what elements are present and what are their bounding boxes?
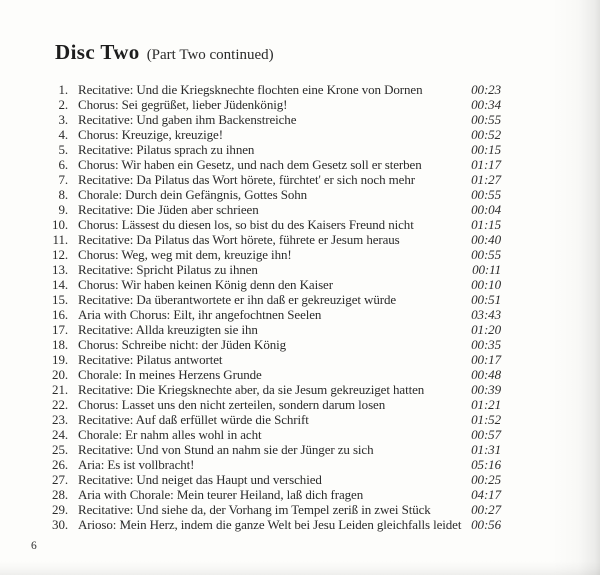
track-title: Arioso: Mein Herz, indem die ganze Welt bei Jesu Leiden gleichfalls leidet [78, 517, 462, 532]
track-duration: 00:23 [471, 82, 501, 97]
track-duration: 00:55 [471, 187, 501, 202]
track-row [0, 187, 600, 202]
track-number: 6. [58, 157, 68, 172]
track-duration: 05:16 [471, 457, 501, 472]
track-title: Chorus: Kreuzige, kreuzige! [78, 127, 223, 142]
track-row [0, 472, 600, 487]
track-title: Chorus: Lässest du diesen los, so bist du des Kaisers Freund nicht [78, 217, 414, 232]
track-duration: 01:21 [471, 397, 501, 412]
track-title: Chorale: Durch dein Gefängnis, Gottes Sohn [78, 187, 308, 202]
track-duration: 00:40 [471, 232, 501, 247]
track-row [0, 277, 600, 292]
track-title: Recitative: Da Pilatus das Wort hörete, führete er Jesum heraus [78, 232, 400, 247]
track-number: 8. [58, 187, 68, 202]
track-number: 18. [52, 337, 68, 352]
track-duration: 01:15 [471, 217, 501, 232]
track-duration: 00:10 [471, 277, 501, 292]
track-duration: 00:48 [471, 367, 501, 382]
track-duration: 00:55 [471, 247, 501, 262]
track-row [0, 397, 600, 412]
track-row [0, 337, 600, 352]
track-title: Chorale: Er nahm alles wohl in acht [78, 427, 262, 442]
track-number: 12. [52, 247, 68, 262]
track-duration: 00:35 [471, 337, 501, 352]
track-title: Recitative: Und von Stund an nahm sie der Jünger zu sich [78, 442, 374, 457]
track-title: Recitative: Die Jüden aber schrieen [78, 202, 259, 217]
track-title: Recitative: Allda kreuzigten sie ihn [78, 322, 258, 337]
page-header [55, 40, 274, 65]
page-edge-shadow-bottom [0, 561, 600, 575]
track-duration: 00:17 [471, 352, 501, 367]
track-number: 4. [58, 127, 68, 142]
track-row [0, 292, 600, 307]
track-duration: 01:31 [471, 442, 501, 457]
track-duration: 00:34 [471, 97, 501, 112]
track-duration: 03:43 [471, 307, 501, 322]
track-row [0, 487, 600, 502]
track-number: 27. [52, 472, 68, 487]
track-title: Recitative: Pilatus sprach zu ihnen [78, 142, 255, 157]
track-duration: 01:20 [471, 322, 501, 337]
track-number: 30. [52, 517, 68, 532]
track-number: 1. [58, 82, 68, 97]
track-title: Recitative: Spricht Pilatus zu ihnen [78, 262, 258, 277]
track-row [0, 97, 600, 112]
track-row [0, 352, 600, 367]
track-number: 13. [52, 262, 68, 277]
track-number: 28. [52, 487, 68, 502]
track-number: 9. [58, 202, 68, 217]
track-title: Aria with Chorale: Mein teurer Heiland, laß dich fragen [78, 487, 364, 502]
track-title: Chorus: Wir haben ein Gesetz, und nach dem Gesetz soll er sterben [78, 157, 422, 172]
track-duration: 00:27 [471, 502, 501, 517]
track-title: Recitative: Und die Kriegsknechte flochten eine Krone von Dornen [78, 82, 423, 97]
track-number: 5. [58, 142, 68, 157]
track-title: Recitative: Da Pilatus das Wort hörete, fürchtet' er sich noch mehr [78, 172, 415, 187]
track-title: Recitative: Da überantwortete er ihn daß er gekreuziget würde [78, 292, 397, 307]
track-number: 24. [52, 427, 68, 442]
track-number: 10. [52, 217, 68, 232]
track-title: Recitative: Die Kriegsknechte aber, da sie Jesum gekreuziget hatten [78, 382, 425, 397]
track-title: Aria with Chorus: Eilt, ihr angefochtnen Seelen [78, 307, 322, 322]
track-number: 11. [52, 232, 68, 247]
track-row [0, 382, 600, 397]
track-title: Recitative: Und siehe da, der Vorhang im Tempel zeriß in zwei Stück [78, 502, 431, 517]
track-row [0, 232, 600, 247]
track-row [0, 502, 600, 517]
track-title: Chorus: Lasset uns den nicht zerteilen, sondern darum losen [78, 397, 386, 412]
track-number: 23. [52, 412, 68, 427]
page-number: 6 [31, 540, 37, 552]
track-number: 3. [58, 112, 68, 127]
track-title: Recitative: Auf daß erfüllet würde die Schrift [78, 412, 309, 427]
track-row [0, 217, 600, 232]
track-title: Chorus: Wir haben keinen König denn den Kaiser [78, 277, 333, 292]
track-title: Chorus: Schreibe nicht: der Jüden König [78, 337, 287, 352]
track-title: Chorus: Weg, weg mit dem, kreuzige ihn! [78, 247, 292, 262]
track-number: 29. [52, 502, 68, 517]
track-duration: 00:25 [471, 472, 501, 487]
track-duration: 00:04 [471, 202, 501, 217]
track-title: Recitative: Und gaben ihm Backenstreiche [78, 112, 297, 127]
track-number: 17. [52, 322, 68, 337]
track-row [0, 412, 600, 427]
track-title: Chorale: In meines Herzens Grunde [78, 367, 262, 382]
track-row [0, 112, 600, 127]
track-number: 14. [52, 277, 68, 292]
track-duration: 00:39 [471, 382, 501, 397]
track-row [0, 172, 600, 187]
track-row [0, 127, 600, 142]
track-duration: 00:56 [471, 517, 501, 532]
track-row [0, 427, 600, 442]
track-duration: 00:57 [471, 427, 501, 442]
track-row [0, 82, 600, 97]
track-duration: 00:11 [472, 262, 501, 277]
track-number: 19. [52, 352, 68, 367]
track-title: Recitative: Und neiget das Haupt und verschied [78, 472, 322, 487]
track-duration: 00:15 [471, 142, 501, 157]
track-duration: 01:27 [471, 172, 501, 187]
track-row [0, 517, 600, 532]
track-row [0, 307, 600, 322]
track-list [0, 82, 600, 532]
track-number: 21. [52, 382, 68, 397]
track-duration: 00:51 [471, 292, 501, 307]
disc-title: Disc Two [55, 40, 140, 64]
track-title: Chorus: Sei gegrüßet, lieber Jüdenkönig! [78, 97, 288, 112]
track-number: 22. [52, 397, 68, 412]
track-row [0, 157, 600, 172]
track-duration: 01:17 [471, 157, 501, 172]
track-number: 16. [52, 307, 68, 322]
track-number: 20. [52, 367, 68, 382]
track-row [0, 322, 600, 337]
track-row [0, 262, 600, 277]
track-row [0, 442, 600, 457]
track-row [0, 247, 600, 262]
track-row [0, 142, 600, 157]
track-title: Aria: Es ist vollbracht! [78, 457, 195, 472]
track-duration: 04:17 [471, 487, 501, 502]
track-duration: 00:55 [471, 112, 501, 127]
track-row [0, 457, 600, 472]
disc-subtitle: (Part Two continued) [146, 47, 274, 63]
track-title: Recitative: Pilatus antwortet [78, 352, 223, 367]
track-number: 26. [52, 457, 68, 472]
track-duration: 01:52 [471, 412, 501, 427]
track-number: 15. [52, 292, 68, 307]
track-row [0, 367, 600, 382]
track-row [0, 202, 600, 217]
track-number: 25. [52, 442, 68, 457]
track-number: 2. [58, 97, 68, 112]
track-duration: 00:52 [471, 127, 501, 142]
track-number: 7. [58, 172, 68, 187]
